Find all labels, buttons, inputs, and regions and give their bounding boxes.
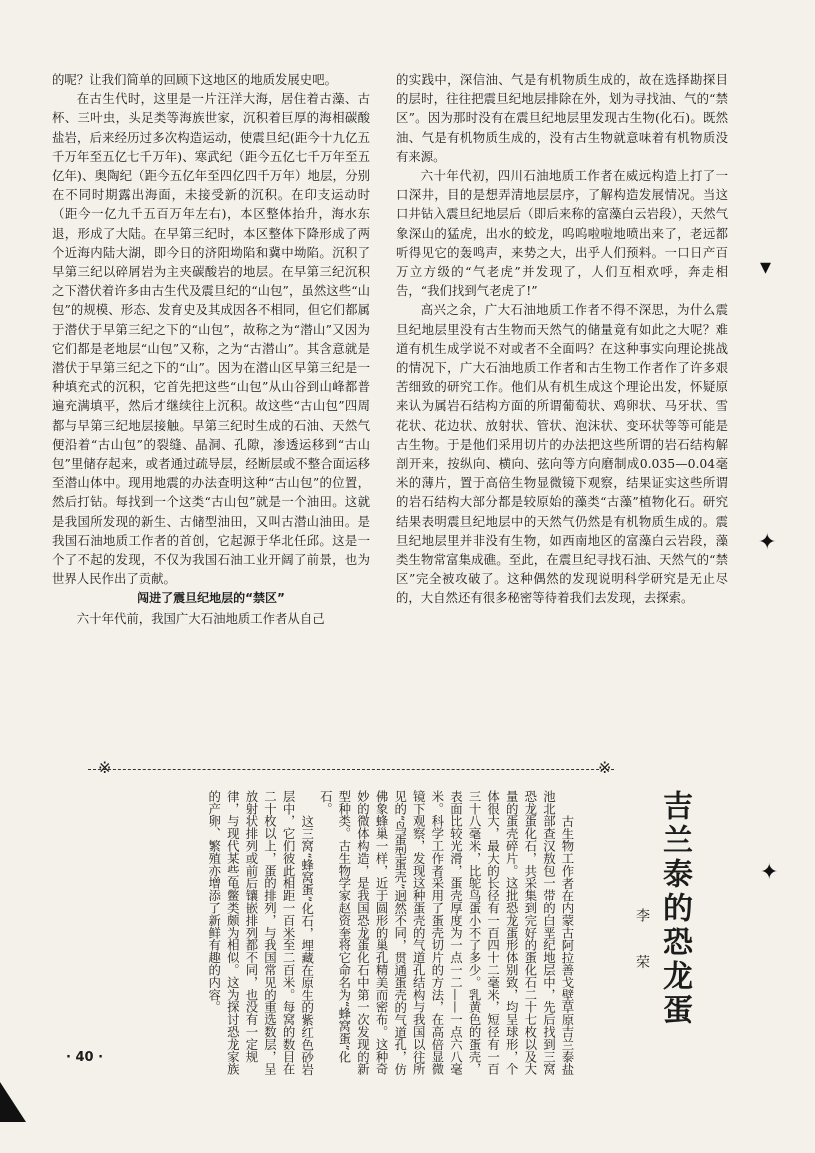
article-title: 吉兰泰的恐龙蛋	[657, 790, 692, 1028]
paragraph: 的呢？让我们简单的回顾下这地区的地质发展史吧。	[52, 72, 337, 87]
paragraph: 这三窝“蜂窝蛋”化石，埋藏在原生的紫红色砂岩层中，它们彼此相距一百米至二百米。每窝的数目在二十枚以上，蛋的排列，与我国常见的重选数层，呈放射状排列或前后镶嵌排列都不同，也没有一定规律，与现代某些龟鳖类颇为相似。这为探讨恐龙家族的产卵、繁殖亦增添了新鲜有趣的内容。	[206, 790, 315, 1076]
scan-mark-icon: ✦	[758, 530, 777, 555]
paragraph: 六十年代初，四川石油地质工作者在威远构造上打了一口深井，目的是想弄清地层层序，了解构造发展情况。当这口井钻入震旦纪地层后（即后来称的富藻白云岩段），天然气象深山的猛虎，出水的蛟龙，呜呜啦啦地喷出来了，老远都听得见它的轰鸣声，来势之大，出乎人们预料。一口日产百万立方级的“气老虎”并发现了，人们互相欢呼，奔走相告，“我们找到气老虎了!”	[396, 168, 728, 299]
page-number: · 40 ·	[66, 1050, 104, 1065]
divider-mark-right: ※	[598, 758, 612, 777]
article-divider	[88, 769, 614, 770]
paragraph: 六十年代前，我国广大石油地质工作者从自己	[76, 610, 325, 626]
divider-mark-left: ※	[98, 758, 112, 777]
article-title-block	[596, 790, 696, 1080]
vertical-article-body	[46, 790, 576, 1080]
scan-mark-icon: ▾	[760, 255, 772, 280]
paragraph: 高兴之余，广大石油地质工作者不得不深思，为什么震旦纪地层里没有古生物而天然气的储量竟有如此之大呢？难道有机生成学说不对或者不全面吗？在这种事实向理论挑战的情况下，广大石油地质工作者和古生物工作者作了许多艰苦细致的研究工作。他们从有机生成这个理论出发，怀疑原来认为属岩石结构方面的所谓葡萄状、鸡卵状、马牙状、雪花状、花边状、放射状、管状、泡沫状、变环状等等可能是古生物。于是他们采用切片的办法把这些所谓的岩石结构解剖开来，按纵向、横向、弦向等方向磨制成0.035—0.04毫米的薄片，置于高倍生物显微镜下观察，结果证实这些所谓的岩石结构大部分都是较原始的藻类“古藻”植物化石。研究结果表明震旦纪地层中的天然气仍然是有机物质生成的。震旦纪地层里并非没有生物，如西南地区的富藻白云岩段，藻类生物常富集成礁。至此，在震旦纪寻找石油、天然气的“禁区”完全被攻破了。这种偶然的发现说明科学研究是无止尽的，大自然还有很多秘密等待着我们去发现，去探索。	[396, 302, 728, 606]
paragraph: 古生物工作者在内蒙古阿拉善戈壁草原吉兰泰盐池北部查汉敖包一带的白垩纪地层中，先后找到三窝恐龙蛋化石，共采集到完好的蛋化石二十七枚以及大量的蛋壳碎片。这批恐龙蛋形体别致，均呈球形，个体很大，最大的长径有一百四十二毫米，短径有一百三十八毫米，比鸵鸟蛋小不了多少。乳黄色的蛋壳，表面比较光滑，蛋壳厚度为一点一二——一点六八毫米。科学工作者采用了蛋壳切片的方法，在高倍显微镜下观察，发现这种蛋壳的气道孔结构与我国以往所见的“鸟蛋型蛋壳”迥然不同，贯通蛋壳的气道孔，仿佛象蜂巢一样，近于圆形的巢孔精美而密布。这种奇妙的微体构造，是我国恐龙蛋化石中第一次发现的新型种类。古生物学家赵资奎将它命名为“蜂窝蛋”化石。	[318, 790, 575, 1076]
scan-mark-icon: ✦	[760, 860, 779, 885]
article-author: 李 荣	[634, 908, 650, 983]
article-right-column	[396, 70, 728, 608]
article-left-column	[52, 70, 370, 628]
section-heading: 闯进了震旦纪地层的“禁区”	[137, 591, 285, 606]
paragraph: 的实践中，深信油、气是有机物质生成的，故在选择勘探目的层时，往往把震旦纪地层排除在外，划为寻找油、气的“禁区”。因为那时没有在震旦纪地层里发现古生物(化石)。既然油、气是有机物质生成的，没有古生物就意味着有机物质没有来源。	[396, 72, 728, 164]
page-corner-shadow	[0, 1082, 26, 1122]
paragraph: 在古生代时，这里是一片汪洋大海，居住着古藻、古杯、三叶虫，头足类等海族世家，沉积着巨厚的海相碳酸盐岩，后来经历过多次构造运动，使震旦纪(距今十九亿五千万年至五亿七千万年)、寒武纪（距今五亿七千万年至五亿年)、奥陶纪（距今五亿年至四亿四千万年）地层，分别在不同时期露出海面，未接受新的沉积。在印支运动时（距今一亿九千五百万年左右)，本区整体抬升，海水东退，形成了大陆。在早第三纪时，本区整体下降形成了两个近海内陆大湖，即今日的济阳坳陷和冀中坳陷。沉积了早第三纪以碎屑岩为主夹碳酸岩的地层。在早第三纪沉积之下潜伏着许多由古生代及震旦纪的“山包”，虽然这些“山包”的规模、形态、发育史及其成因各不相同，但它们都属于潜伏于早第三纪之下的“山包”，故称之为“潜山”又因为它们都是老地层“山包”又称，之为“古潜山”。其含意就是潜伏于早第三纪之下的“山”。因为在潜山区早第三纪是一种填充式的沉积，它首先把这些“山包”从山谷到山峰都普遍充满填平，然后才继续往上沉积。故这些“古山包”四周都与早第三纪地层接触。早第三纪时生成的石油、天然气便沿着“古山包”的裂缝、晶洞、孔隙，渗透运移到“古山包”里储存起来，或者通过疏导层，经断层或不整合面运移至潜山体中。现用地震的办法查明这种“古山包”的位置，然后打钻。每找到一个这类“古山包”就是一个油田。这就是我国所发现的新生、古储型油田，又叫古潜山油田。是我国石油地质工作者的首创，它起源于华北任邱。这是一个了不起的发现，不仅为我国石油工业开阔了前景，也为世界人民作出了贡献。	[52, 91, 370, 587]
